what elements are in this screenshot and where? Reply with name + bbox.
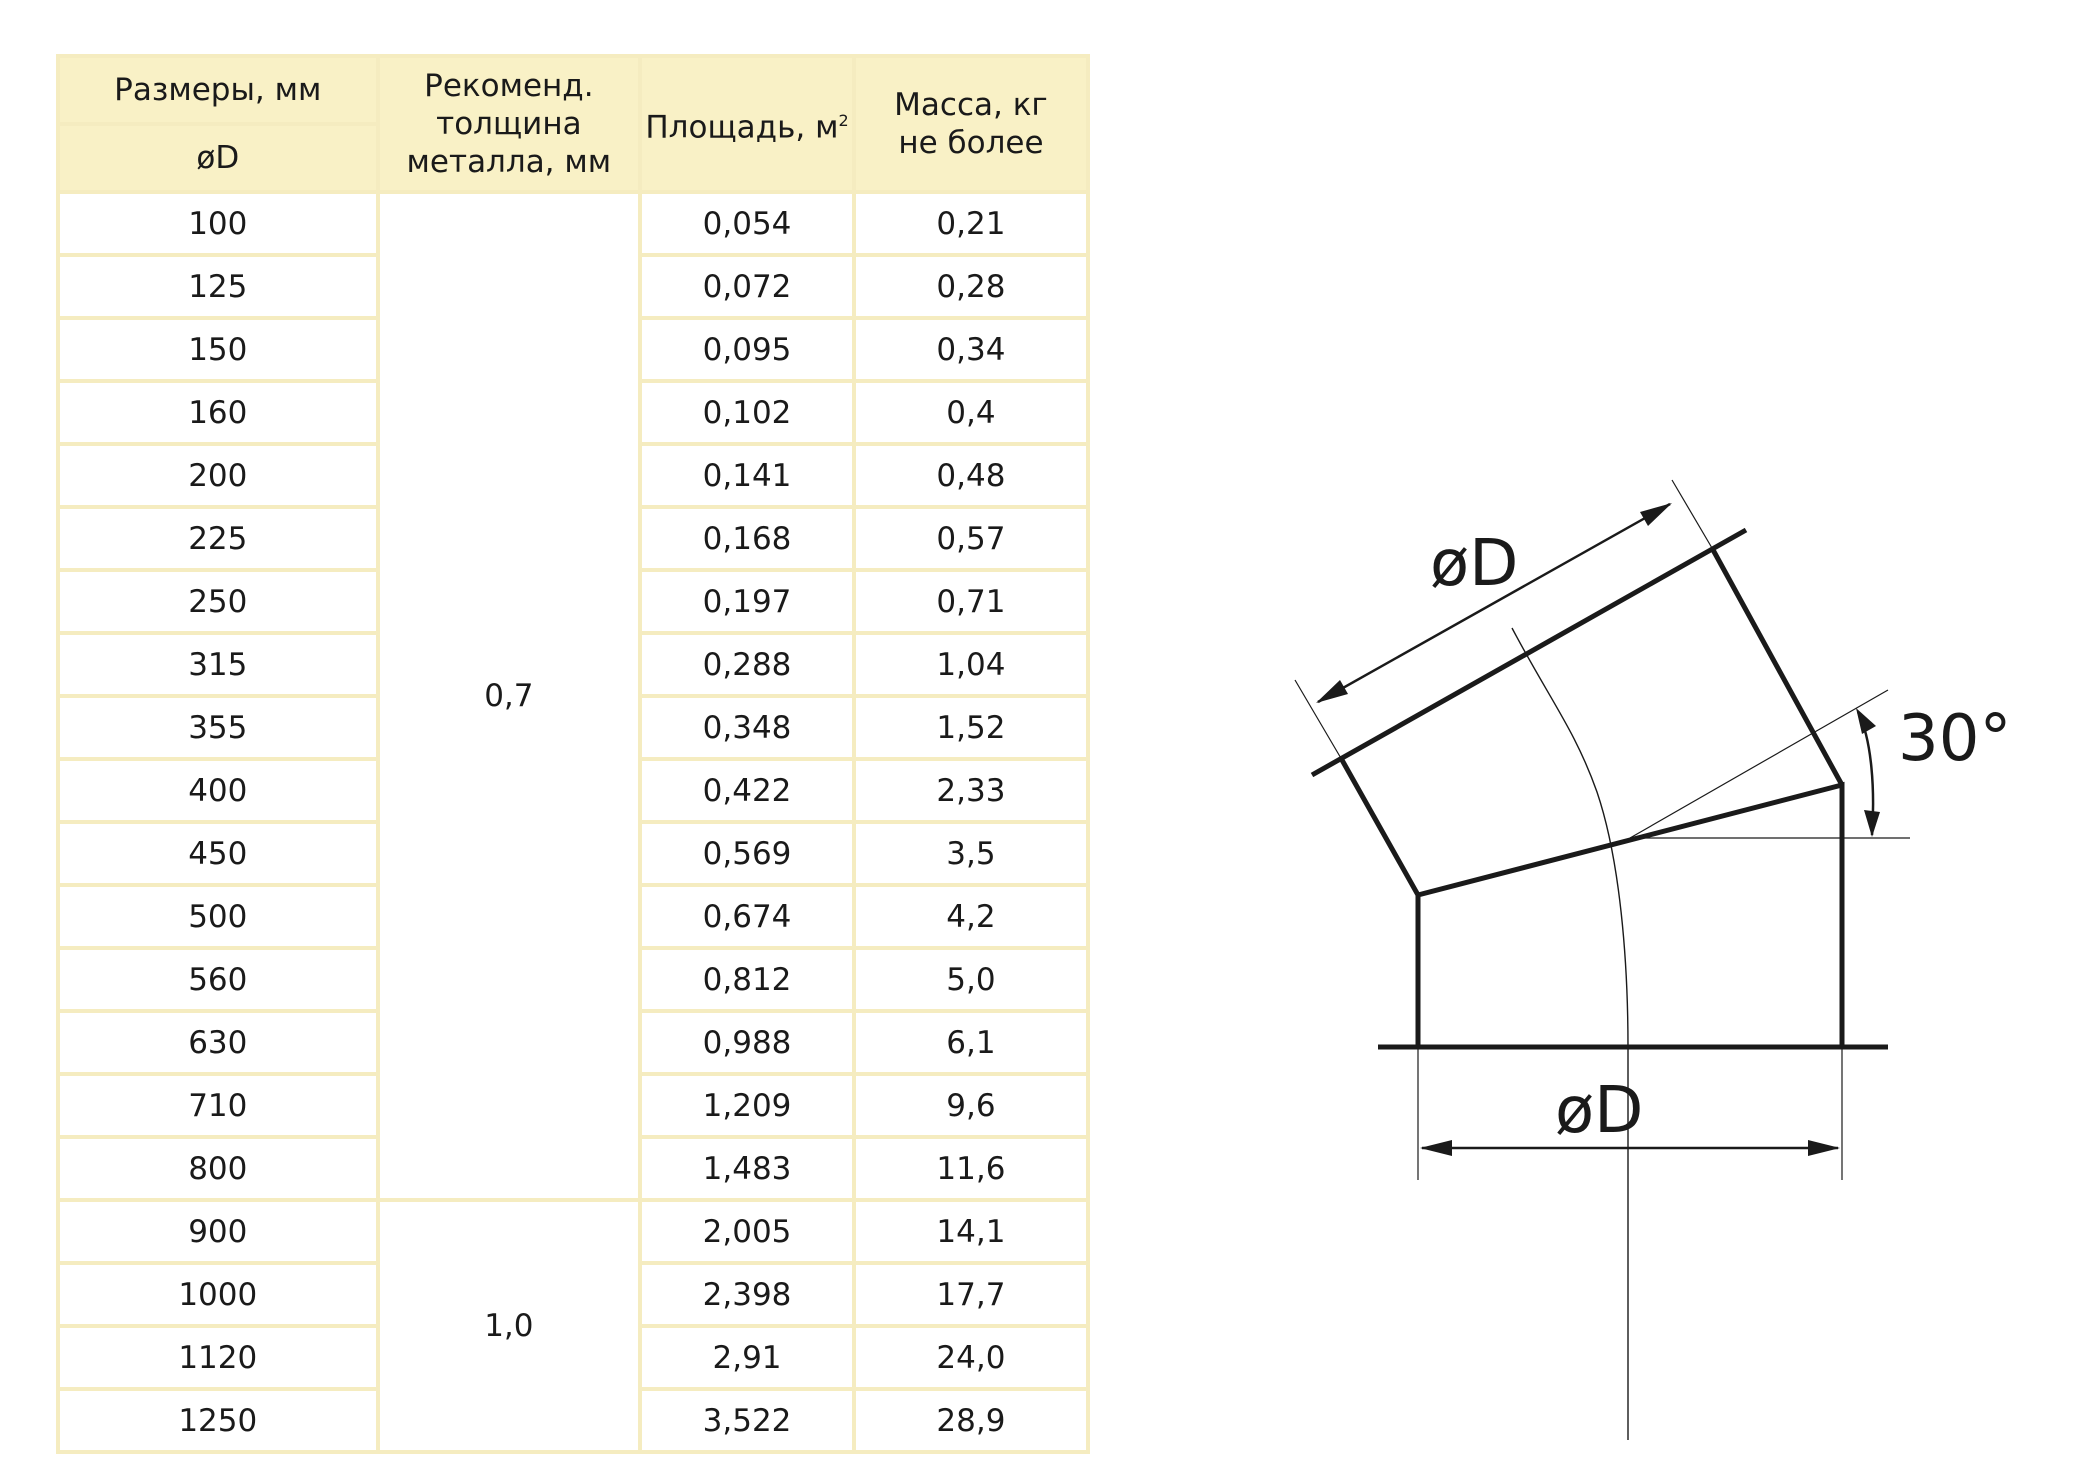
cell-area: 0,102: [640, 381, 854, 444]
cell-area: 0,988: [640, 1011, 854, 1074]
angle-ref-inclined: [1630, 690, 1888, 838]
arrowhead-bottom-left: [1420, 1140, 1452, 1156]
cell-diameter: 250: [58, 570, 378, 633]
cell-mass: 0,48: [854, 444, 1088, 507]
cell-area: 0,674: [640, 885, 854, 948]
arrowhead-top-left: [1316, 680, 1348, 703]
cell-diameter: 315: [58, 633, 378, 696]
table-row: [58, 1200, 1088, 1263]
cell-diameter: 710: [58, 1074, 378, 1137]
cell-area: 1,209: [640, 1074, 854, 1137]
cell-mass: 9,6: [854, 1074, 1088, 1137]
elbow-top-segment-right: [1712, 548, 1842, 785]
cell-mass: 0,28: [854, 255, 1088, 318]
cell-mass: 0,4: [854, 381, 1088, 444]
cell-diameter: 800: [58, 1137, 378, 1200]
cell-area: 0,072: [640, 255, 854, 318]
cell-thickness: 0,7: [378, 192, 641, 1200]
cell-mass: 3,5: [854, 822, 1088, 885]
header-thickness: Рекоменд. толщина металла, мм: [378, 56, 641, 192]
spec-table: [56, 54, 1090, 1454]
cell-mass: 2,33: [854, 759, 1088, 822]
cell-mass: 17,7: [854, 1263, 1088, 1326]
cell-mass: 14,1: [854, 1200, 1088, 1263]
arrowhead-top-right: [1640, 503, 1672, 526]
cell-area: 2,005: [640, 1200, 854, 1263]
cell-area: 0,095: [640, 318, 854, 381]
cell-mass: 1,52: [854, 696, 1088, 759]
cell-diameter: 560: [58, 948, 378, 1011]
header-area-label: Площадь, м: [645, 109, 839, 146]
cell-area: 2,398: [640, 1263, 854, 1326]
cell-diameter: 1000: [58, 1263, 378, 1326]
cell-diameter: 225: [58, 507, 378, 570]
dimension-label-bottom: øD: [1555, 1074, 1644, 1148]
cell-diameter: 160: [58, 381, 378, 444]
cell-mass: 28,9: [854, 1389, 1088, 1452]
cell-area: 0,569: [640, 822, 854, 885]
top-flange-line: [1312, 530, 1746, 775]
cell-mass: 0,34: [854, 318, 1088, 381]
header-mass: Масса, кг не более: [854, 56, 1088, 192]
cell-diameter: 500: [58, 885, 378, 948]
cell-mass: 5,0: [854, 948, 1088, 1011]
cell-area: 1,483: [640, 1137, 854, 1200]
cell-diameter: 355: [58, 696, 378, 759]
header-area: [640, 56, 854, 192]
cell-area: 0,054: [640, 192, 854, 255]
cell-area: 0,141: [640, 444, 854, 507]
center-arc: [1512, 628, 1628, 1047]
cell-diameter: 450: [58, 822, 378, 885]
cell-area: 2,91: [640, 1326, 854, 1389]
cell-area: 0,168: [640, 507, 854, 570]
arrowhead-angle-bottom: [1864, 810, 1880, 837]
ext-line-right-top: [1672, 480, 1712, 548]
table-body: [58, 192, 1088, 1452]
cell-diameter: 630: [58, 1011, 378, 1074]
cell-mass: 24,0: [854, 1326, 1088, 1389]
arrowhead-bottom-right: [1808, 1140, 1840, 1156]
cell-area: 0,348: [640, 696, 854, 759]
cell-area: 0,812: [640, 948, 854, 1011]
cell-diameter: 200: [58, 444, 378, 507]
angle-label: 30°: [1898, 702, 2012, 776]
cell-diameter: 100: [58, 192, 378, 255]
cell-area: 0,422: [640, 759, 854, 822]
table-row: [58, 192, 1088, 255]
cell-mass: 0,21: [854, 192, 1088, 255]
header-sizes: Размеры, мм: [58, 56, 378, 124]
cell-diameter: 900: [58, 1200, 378, 1263]
elbow-top-segment: [1342, 760, 1418, 895]
elbow-outline: [1418, 785, 1842, 1047]
cell-diameter: 1120: [58, 1326, 378, 1389]
cell-thickness: 1,0: [378, 1200, 641, 1452]
cell-diameter: 150: [58, 318, 378, 381]
cell-diameter: 400: [58, 759, 378, 822]
cell-area: 3,522: [640, 1389, 854, 1452]
cell-mass: 4,2: [854, 885, 1088, 948]
cell-diameter: 1250: [58, 1389, 378, 1452]
header-area-sup: 2: [838, 110, 849, 130]
cell-area: 0,288: [640, 633, 854, 696]
cell-mass: 0,57: [854, 507, 1088, 570]
cell-mass: 1,04: [854, 633, 1088, 696]
dimension-label-top: øD: [1430, 527, 1519, 601]
arrowhead-angle-top: [1856, 708, 1876, 734]
cell-mass: 6,1: [854, 1011, 1088, 1074]
elbow-drawing: [1260, 440, 2012, 1200]
cell-diameter: 125: [58, 255, 378, 318]
header-diameter: øD: [58, 124, 378, 192]
cell-mass: 11,6: [854, 1137, 1088, 1200]
cell-mass: 0,71: [854, 570, 1088, 633]
cell-area: 0,197: [640, 570, 854, 633]
